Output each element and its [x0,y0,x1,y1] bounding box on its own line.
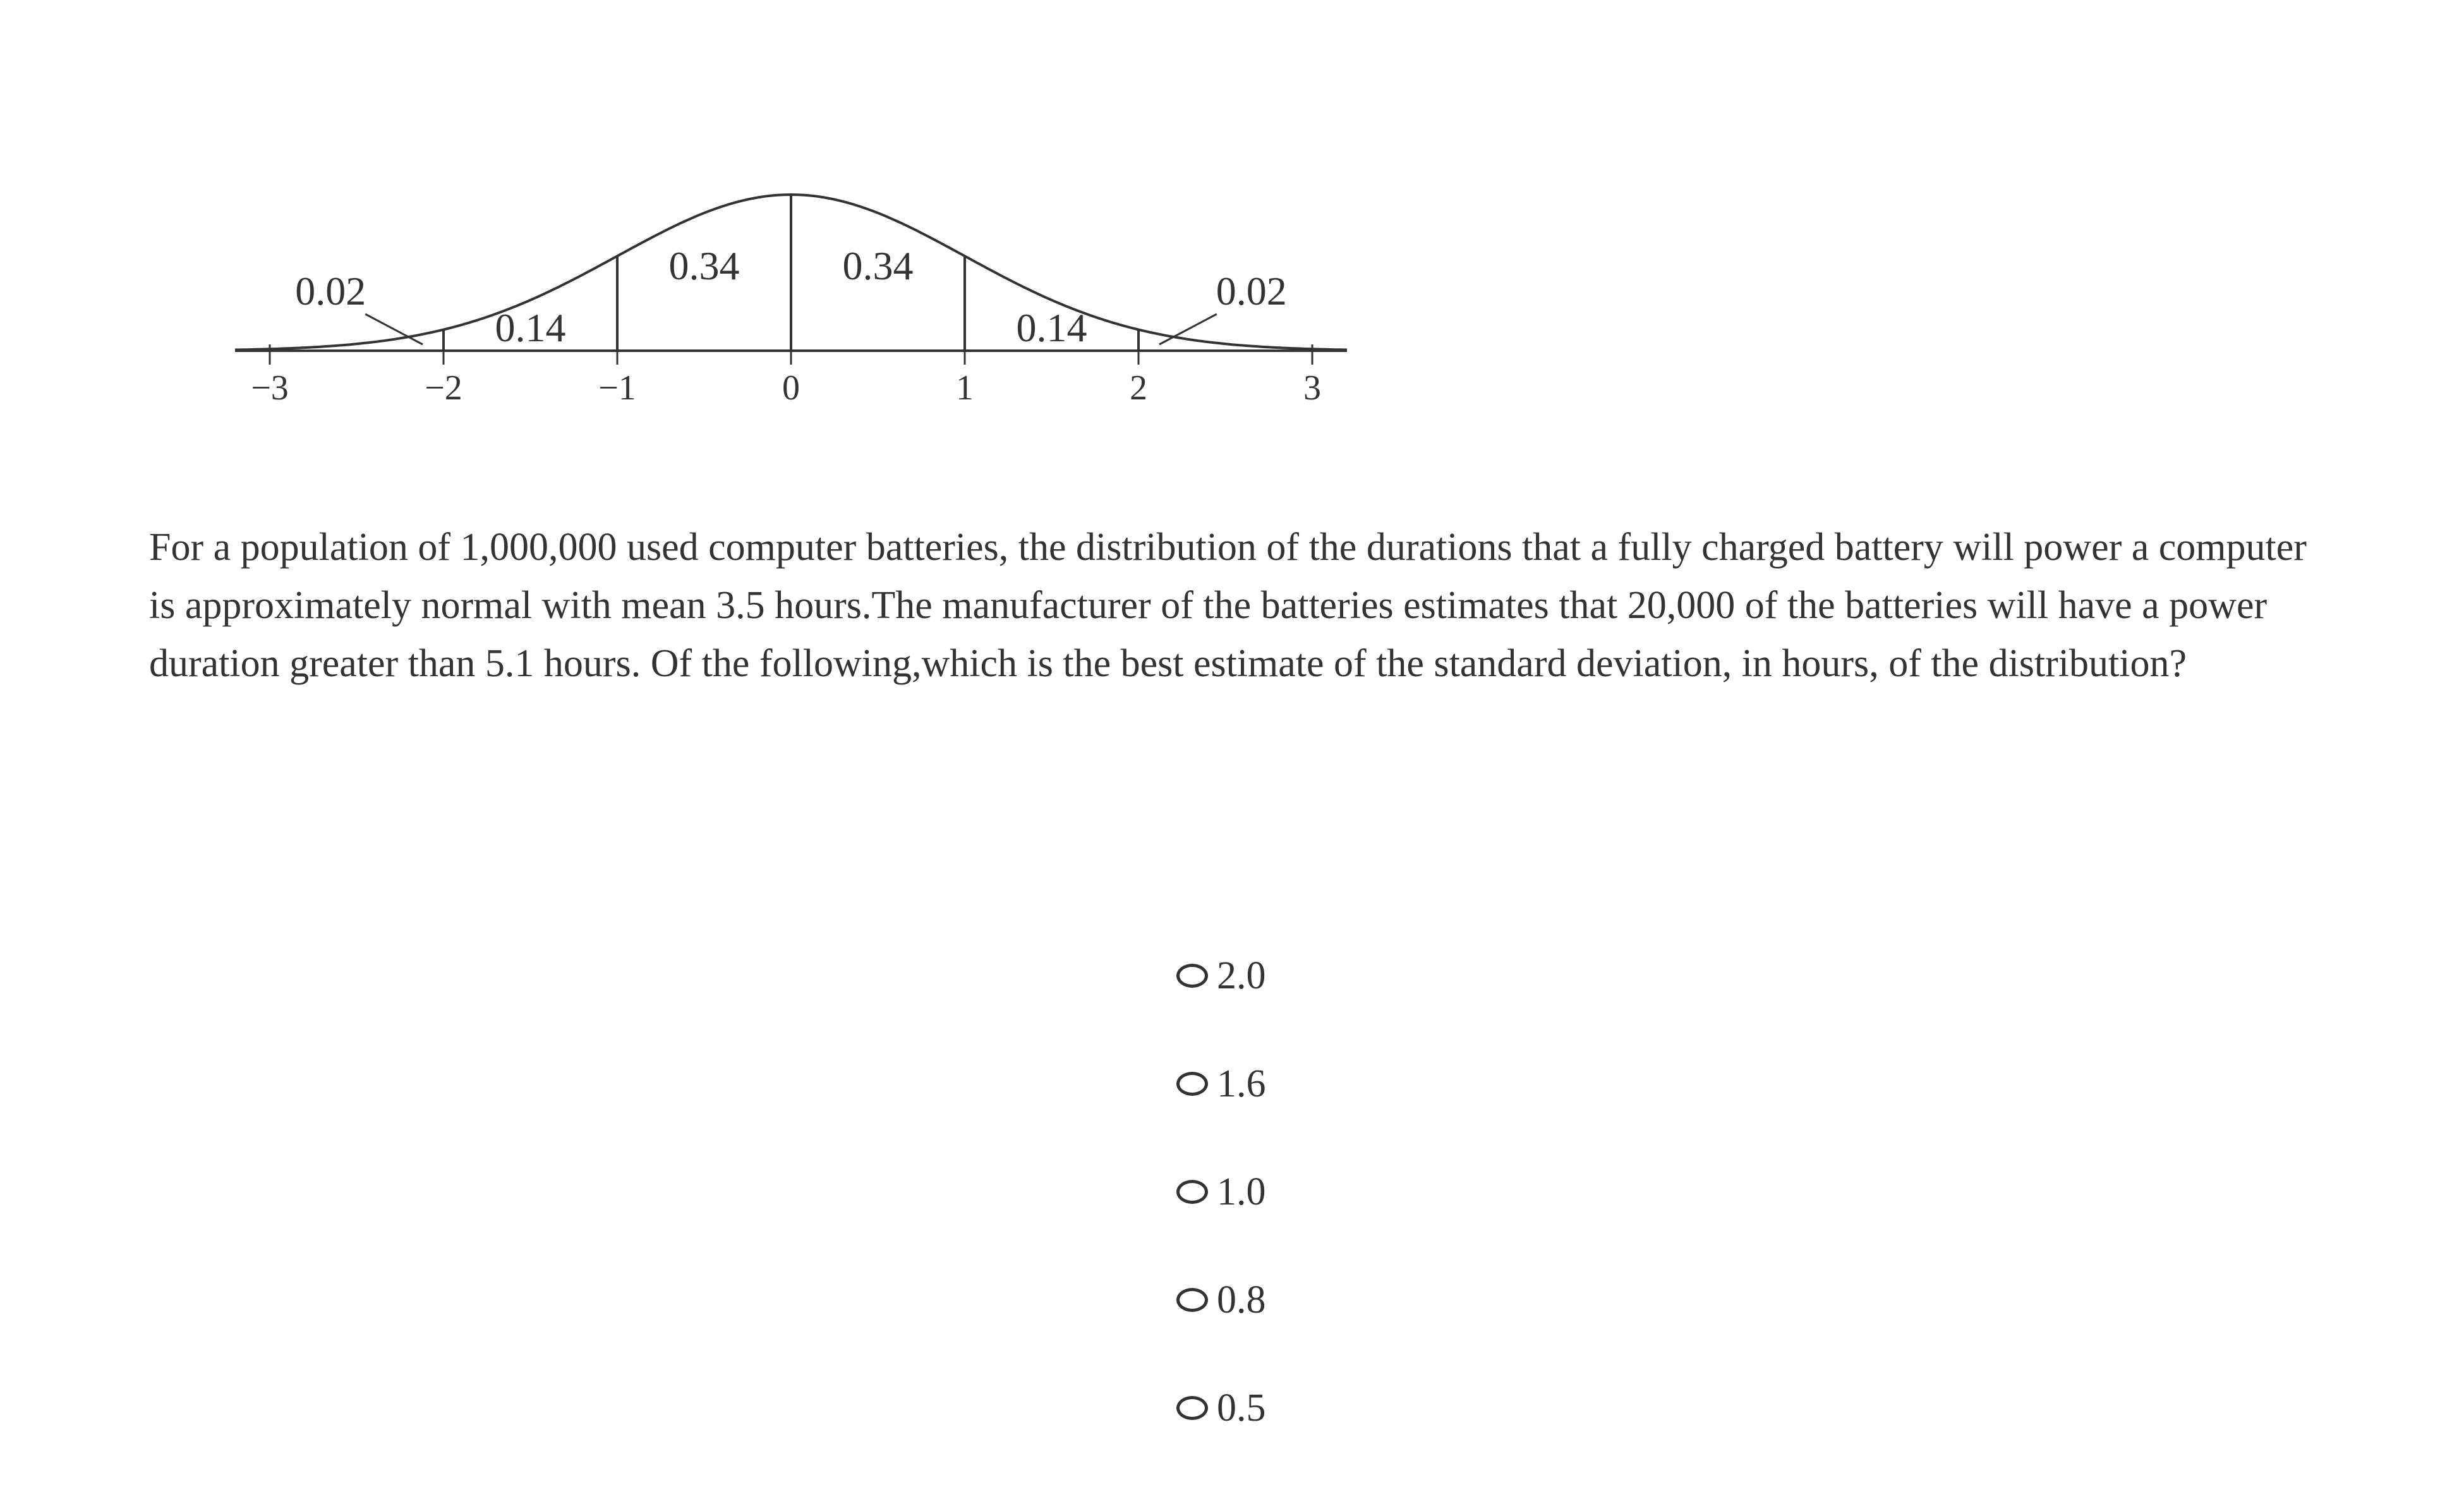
axis-ticks [270,344,1312,365]
tick-label-0: −3 [251,368,289,408]
region-label-5: 0.02 [1216,269,1287,313]
normal-curve-figure [215,88,1365,442]
tick-label-1: −2 [425,368,462,408]
axis-tick-labels [251,368,1321,408]
region-label-2: 0.34 [668,243,740,288]
option-label-2: 1.0 [1217,1170,1266,1213]
region-label-1: 0.14 [495,305,566,350]
option-label-3: 0.8 [1217,1278,1266,1321]
option-2[interactable] [1176,1163,1555,1221]
option-1[interactable] [1176,1055,1555,1113]
option-4[interactable] [1176,1379,1555,1437]
normal-curve-svg [215,88,1365,442]
radio-button-4[interactable] [1176,1396,1208,1420]
tick-label-3: 0 [782,368,800,408]
answer-options [1176,947,1555,1487]
tick-label-4: 1 [956,368,974,408]
option-label-0: 2.0 [1217,954,1266,997]
tick-label-5: 2 [1130,368,1147,408]
option-label-4: 0.5 [1217,1386,1266,1429]
radio-button-3[interactable] [1176,1288,1208,1312]
tick-label-2: −1 [598,368,636,408]
tick-label-6: 3 [1303,368,1321,408]
radio-button-2[interactable] [1176,1180,1208,1204]
region-label-3: 0.34 [842,243,914,288]
option-3[interactable] [1176,1271,1555,1329]
region-label-0: 0.02 [295,269,366,313]
radio-button-1[interactable] [1176,1072,1208,1096]
question-text: For a population of 1,000,000 used computer batteries, the distribution of the durations that a fully charged battery will power a computer is approximately normal with mean 3.5 hours.The manufacturer of the batteries estimates that 20,000 of the batteries will have a power duration greater than 5.1 hours. Of the following,which is the best estimate of the standard deviation, in hours, of the distribution? [149,526,2307,685]
radio-button-0[interactable] [1176,964,1208,988]
option-label-1: 1.6 [1217,1062,1266,1105]
region-label-4: 0.14 [1016,305,1087,350]
option-0[interactable] [1176,947,1555,1005]
